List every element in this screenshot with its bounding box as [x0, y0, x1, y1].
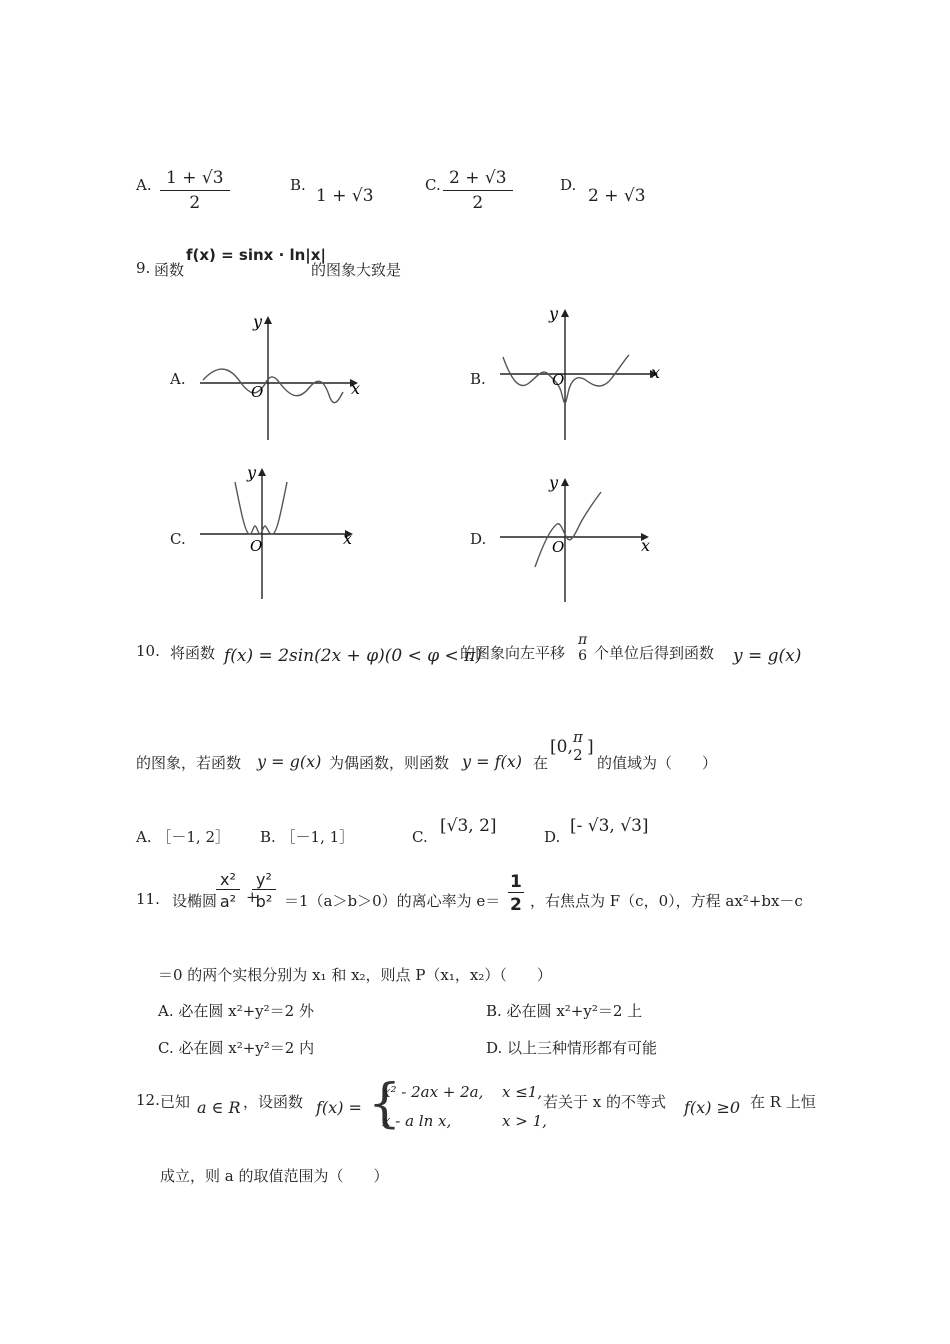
q11-text-1: 设椭圆	[172, 892, 218, 910]
q12-number: 12.	[136, 1091, 160, 1109]
q11-e-numerator: 1	[510, 872, 522, 892]
q10-text-4: 的图象，若函数	[136, 754, 242, 772]
q10-text-2: 的图象向左平移	[460, 644, 566, 662]
q8-option-a-numerator: 1 + √3	[160, 168, 230, 191]
q9-graph-c-y-label: y	[247, 463, 257, 482]
q9-prefix: 函数	[154, 261, 185, 279]
q9-graph-a-x-label: x	[351, 379, 361, 398]
q8-option-a-denominator: 2	[189, 193, 201, 213]
q10-g-even: y = g(x)	[257, 752, 322, 771]
q12-case-2-condition: x > 1,	[502, 1112, 547, 1130]
q10-text-6: 在	[533, 754, 549, 772]
q10-interval-right: ]	[587, 737, 594, 757]
q12-f-lhs: f(x) =	[316, 1098, 362, 1117]
q11-option-b: B. 必在圆 x²+y²＝2 上	[486, 1002, 643, 1020]
q10-shift-fraction	[576, 632, 589, 664]
q12-case-1-condition: x ≤1,	[502, 1083, 543, 1101]
q10-option-c-label: C.	[412, 828, 428, 846]
q11-x-denominator: a²	[219, 892, 237, 911]
q10-f-definition: f(x) = 2sin(2x + φ)(0 < φ < π)	[224, 646, 483, 666]
q11-line-2: ＝0 的两个实根分别为 x₁ 和 x₂，则点 P（x₁，x₂）（ ）	[158, 966, 552, 984]
q10-interval-left: [0,	[550, 737, 573, 757]
q10-text-5: 为偶函数，则函数	[329, 754, 450, 772]
q9-graph-d-origin: O	[552, 538, 565, 556]
q10-option-c-value: [√3, 2]	[440, 816, 497, 836]
q10-f-again: y = f(x)	[462, 752, 523, 771]
q10-option-b: B. ［－1, 1］	[260, 828, 355, 846]
q11-x-numerator: x²	[216, 870, 240, 890]
q12-brace: {	[368, 1074, 402, 1134]
q9-suffix: 的图象大致是	[311, 261, 402, 279]
q9-graph-a	[195, 310, 365, 445]
q10-option-d-value: [- √3, √3]	[570, 816, 649, 836]
q9-graph-c	[195, 462, 365, 602]
q9-graph-b-x-label: x	[651, 363, 661, 382]
q12-text-2: ，设函数	[243, 1093, 304, 1111]
q9-graph-b-label: B.	[470, 370, 486, 388]
q8-option-d-label: D.	[560, 176, 577, 194]
q10-shift-numerator: π	[578, 632, 588, 648]
q9-graph-a-origin: O	[251, 383, 264, 401]
q10-text-1: 将函数	[170, 644, 216, 662]
q10-g-definition: y = g(x)	[733, 646, 802, 666]
q9-graph-a-y-label: y	[253, 312, 263, 331]
q11-option-d: D. 以上三种情形都有可能	[486, 1039, 658, 1057]
q12-text-4: 在 R 上恒	[750, 1093, 816, 1111]
q11-option-a: A. 必在圆 x²+y²＝2 外	[158, 1002, 314, 1020]
q8-option-c-label: C.	[425, 176, 441, 194]
q9-graph-d-x-label: x	[641, 536, 651, 555]
q11-plus: +	[246, 888, 259, 906]
q11-e-fraction	[508, 872, 524, 915]
q10-shift-denominator: 6	[578, 648, 588, 664]
q10-number: 10.	[136, 642, 160, 660]
q11-e-denominator: 2	[510, 895, 522, 915]
q11-y-fraction	[252, 870, 276, 911]
q12-inequality: f(x) ≥0	[684, 1098, 741, 1117]
q9-graph-c-label: C.	[170, 530, 186, 548]
q9-graph-b-y-label: y	[549, 305, 559, 323]
q12-line-2: 成立，则 a 的取值范围为（ ）	[160, 1167, 389, 1185]
q10-text-3: 个单位后得到函数	[594, 644, 715, 662]
q8-option-c-fraction	[443, 168, 513, 213]
q10-option-a: A. ［－1, 2］	[136, 828, 230, 846]
q11-number: 11.	[136, 890, 160, 908]
q11-option-c: C. 必在圆 x²+y²＝2 内	[158, 1039, 315, 1057]
q9-graph-d-label: D.	[470, 530, 487, 548]
q9-graph-a-label: A.	[170, 370, 186, 388]
q10-interval-fraction	[571, 728, 585, 764]
q11-text-2: ＝1（a＞b＞0）的离心率为 e＝	[284, 892, 501, 910]
q12-case-1-expression: x² - 2ax + 2a,	[382, 1083, 484, 1101]
q10-interval-denominator: 2	[573, 746, 583, 764]
q10-text-7: 的值域为（ ）	[597, 754, 718, 772]
q8-option-c-numerator: 2 + √3	[443, 168, 513, 191]
q11-text-3: ，右焦点为 F（c，0），方程 ax²+bx－c	[530, 892, 803, 910]
q9-graph-b-origin: O	[552, 371, 565, 389]
q9-graph-c-origin: O	[250, 537, 263, 555]
q12-text-3: 若关于 x 的不等式	[543, 1093, 666, 1111]
q8-option-a-label: A.	[136, 176, 152, 194]
q11-x-fraction	[216, 870, 240, 911]
q9-graph-c-x-label: x	[343, 529, 353, 548]
q12-text-1: 已知	[160, 1093, 191, 1111]
q8-option-d-value: 2 + √3	[588, 186, 646, 206]
q12-case-2-expression: x - a ln x,	[382, 1112, 452, 1130]
q9-graph-d-y-label: y	[549, 473, 559, 492]
q9-graph-d	[495, 472, 665, 607]
q8-option-c-denominator: 2	[472, 193, 484, 213]
q8-option-b-label: B.	[290, 176, 306, 194]
q10-option-d-label: D.	[544, 828, 561, 846]
q11-y-numerator: y²	[252, 870, 276, 890]
q8-option-b-value: 1 + √3	[316, 186, 374, 206]
q8-option-a-fraction	[160, 168, 230, 213]
q9-number: 9.	[136, 259, 151, 277]
q10-interval-numerator: π	[573, 728, 583, 746]
q11-y-denominator: b²	[255, 892, 273, 911]
q9-formula: f(x) = sinx · ln|x|	[186, 246, 326, 264]
q12-condition: a ∈ R	[197, 1098, 241, 1117]
q9-graph-b	[495, 305, 670, 445]
